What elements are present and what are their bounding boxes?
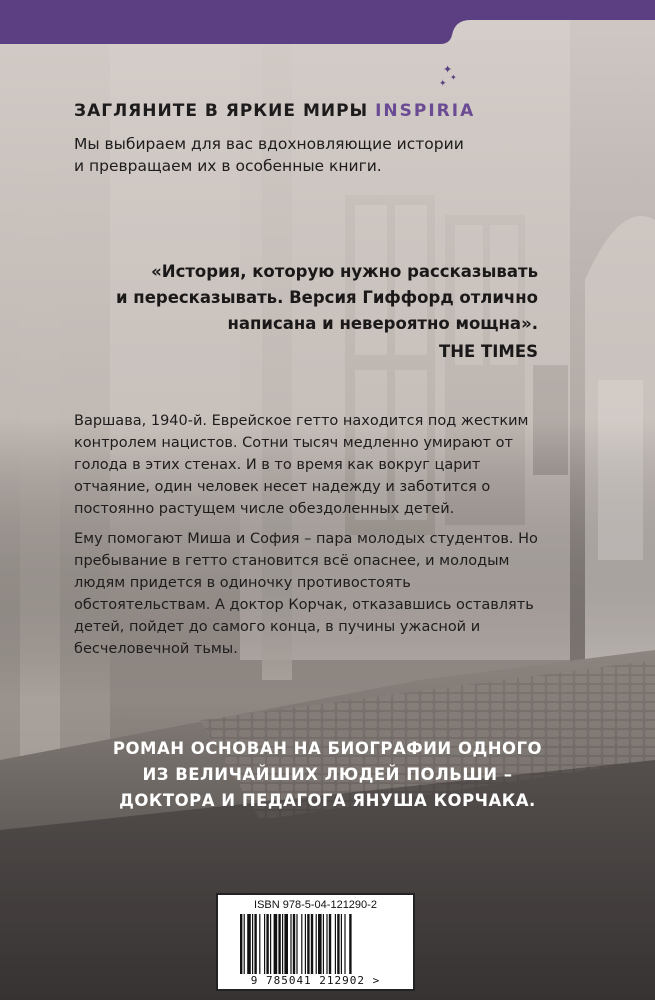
- barcode-bar: [247, 914, 251, 974]
- barcode-bars: [240, 914, 392, 974]
- barcode-bar: [252, 914, 253, 974]
- tagline: [0, 736, 655, 814]
- book-description: [74, 410, 544, 660]
- sparkle-icon: ✦: [450, 73, 457, 82]
- description-paragraph: Ему помогают Миша и София – пара молодых студентов. Но пребывание в гетто становится всё опаснее, и молодым людям придется в одиночку противостоять обстоятельствам. А доктор Корчак, отказавшись оставлять детей, пойдет до самого конца, в пучины ужасной и бесчеловечной тьмы.: [74, 531, 538, 657]
- barcode-bar: [349, 914, 351, 974]
- barcode-bar: [259, 914, 260, 974]
- barcode-bar: [278, 914, 280, 974]
- quote-line: «История, которую нужно рассказывать: [151, 262, 538, 281]
- publisher-heading: [74, 101, 475, 121]
- barcode-bar: [254, 914, 256, 974]
- barcode-bar: [284, 914, 288, 974]
- publisher-intro: [74, 133, 544, 177]
- tagline-line: ДОКТОРА И ПЕДАГОГА ЯНУША КОРЧАКА.: [119, 791, 536, 810]
- barcode-bar: [270, 914, 271, 974]
- sparkle-icon: ✦: [443, 63, 453, 76]
- barcode-bar: [316, 914, 317, 974]
- intro-line: Мы выбираем для вас вдохновляющие истории: [74, 135, 464, 153]
- barcode-bar: [240, 914, 242, 974]
- barcode-bar: [307, 914, 309, 974]
- barcode-bar: [341, 914, 342, 974]
- barcode-bar: [329, 914, 331, 974]
- review-quote: [68, 259, 538, 337]
- top-purple-band: [0, 0, 655, 46]
- barcode-bar: [244, 914, 245, 974]
- isbn-label: ISBN 978-5-04-121290-2: [254, 899, 377, 911]
- barcode-bar: [282, 914, 283, 974]
- quote-line: написана и невероятно мощна».: [227, 314, 538, 333]
- publisher-heading-prefix: ЗАГЛЯНИТЕ В ЯРКИЕ МИРЫ: [74, 101, 369, 121]
- description-paragraph: Варшава, 1940-й. Еврейское гетто находится под жестким контролем нацистов. Сотни тысяч медленно умирают от голода в этих стенах. И в то время как вокруг царит отчаяние, один человек несет надежду и заботится о постоянно растущем числе обездоленных детей.: [74, 413, 529, 517]
- isbn-barcode: [216, 893, 415, 991]
- barcode-bar: [318, 914, 322, 974]
- barcode-bar: [344, 914, 345, 974]
- tagline-line: РОМАН ОСНОВАН НА БИОГРАФИИ ОДНОГО: [112, 739, 543, 758]
- intro-line: и превращаем их в особенные книги.: [74, 157, 382, 175]
- barcode-bar: [290, 914, 291, 974]
- barcode-bar: [311, 914, 313, 974]
- barcode-bar: [296, 914, 297, 974]
- barcode-bar: [264, 914, 265, 974]
- publisher-name: INSPIRIA: [375, 101, 476, 121]
- barcode-bar: [301, 914, 302, 974]
- barcode-bar: [293, 914, 295, 974]
- barcode-bar: [323, 914, 324, 974]
- barcode-bar: [274, 914, 278, 974]
- barcode-number: 9 785041 212902 >: [250, 974, 381, 987]
- tagline-line: ИЗ ВЕЛИЧАЙШИХ ЛЮДЕЙ ПОЛЬШИ –: [142, 765, 513, 784]
- quote-line: и пересказывать. Версия Гиффорд отлично: [115, 288, 538, 307]
- review-source: THE TIMES: [438, 342, 538, 361]
- barcode-bar: [326, 914, 327, 974]
- barcode-bar: [337, 914, 339, 974]
- barcode-bar: [266, 914, 268, 974]
- sparkle-icon: ✦: [439, 79, 447, 89]
- barcode-bar: [335, 914, 336, 974]
- barcode-bar: [305, 914, 306, 974]
